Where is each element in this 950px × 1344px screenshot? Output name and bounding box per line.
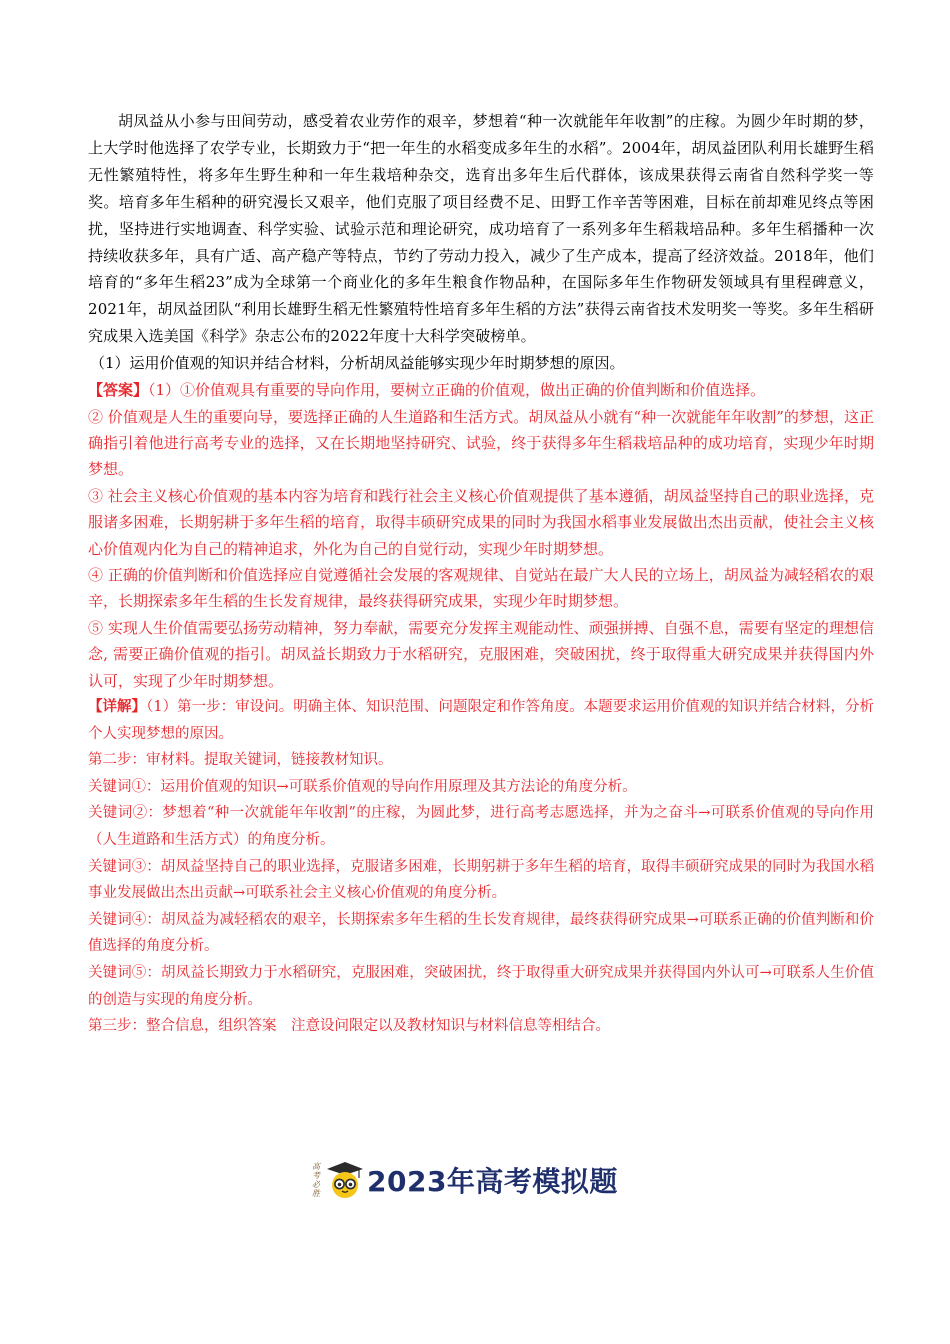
detail-keyword-5: 关键词⑤：胡凤益长期致力于水稻研究，克服困难，突破困扰，终于取得重大研究成果并获得国内外认可→可联系人生价值的创造与实现的角度分析。	[88, 964, 874, 1008]
answer-point-2: ② 价值观是人生的重要向导，要选择正确的人生道路和生活方式。胡凤益从小就有“种一次就能年年收割”的梦想，这正确指引着他进行高考专业的选择，又在长期地坚持研究、试验，终于获得多年生稻栽培品种的成功培育，实现少年时期梦想。	[88, 407, 874, 479]
document-page	[88, 108, 874, 1040]
detail-first-line: 【详解】（1）第一步：审设问。明确主体、知识范围、问题限定和作答角度。本题要求运用价值观的知识并结合材料，分析个人实现梦想的原因。	[88, 698, 874, 742]
detail-tag: 【详解】	[88, 698, 147, 716]
answer-point-5: ⑤ 实现人生价值需要弘扬劳动精神，努力奉献，需要充分发挥主观能动性、顽强拼搏、自强不息，需要有坚定的理想信念, 需要正确价值观的指引。胡凤益长期致力于水稻研究，克服困难，突破困扰，终于取得重大研究成果并获得国内外认可，实现了少年时期梦想。	[88, 618, 874, 690]
question-text: （1）运用价值观的知识并结合材料，分析胡凤益能够实现少年时期梦想的原因。	[90, 354, 625, 373]
logo-title: 2023年高考模拟题	[367, 1165, 618, 1198]
detail-keyword-4: 关键词④：胡凤益为减轻稻农的艰辛，长期探索多年生稻的生长发育规律，最终获得研究成果→可联系正确的价值判断和价值选择的角度分析。	[88, 911, 874, 955]
answer-point-3: ③ 社会主义核心价值观的基本内容为培育和践行社会主义核心价值观提供了基本遵循，胡凤益坚持自己的职业选择，克服诸多困难，长期躬耕于多年生稻的培育，取得丰硕研究成果的同时为我国水稻事业发展做出杰出贡献，使社会主义核心价值观内化为自己的精神追求，外化为自己的自觉行动，实现少年时期梦想。	[88, 486, 874, 558]
owl-graduate-icon	[325, 1160, 365, 1200]
detail-keyword-1: 关键词①：运用价值观的知识→可联系价值观的导向作用原理及其方法论的角度分析。	[88, 778, 637, 795]
material-paragraph: 胡凤益从小参与田间劳动，感受着农业劳作的艰辛，梦想着“种一次就能年年收割”的庄稼。为圆少年时期的梦，上大学时他选择了农学专业，长期致力于“把一年生的水稻变成多年生的水稻”。2004年，胡凤益团队利用长雄野生稻无性繁殖特性，将多年生野生种和一年生栽培种杂交，选育出多年生后代群体，该成果获得云南省自然科学奖一等奖。培育多年生稻种的研究漫长又艰辛，他们克服了项目经费不足、田野工作辛苦等困难，目标在前却难见终点等困扰，坚持进行实地调查、科学实验、试验示范和理论研究，成功培育了一系列多年生稻栽培品种。多年生稻播种一次持续收获多年，具有广适、高产稳产等特点，节约了劳动力投入，减少了生产成本，提高了经济效益。2018年，他们培育的“多年生稻23”成为全球第一个商业化的多年生粮食作物品种，在国际多年生作物研发领域具有里程碑意义，2021年，胡凤益团队“利用长雄野生稻无性繁殖特性培育多年生稻的方法”获得云南省技术发明奖一等奖。多年生稻研究成果入选美国《科学》杂志公布的2022年度十大科学突破榜单。	[88, 112, 874, 346]
detail-step-2: 第二步：审材料。提取关键词，链接教材知识。	[88, 752, 393, 769]
answer-first-line: 【答案】（1）①价值观具有重要的导向作用，要树立正确的价值观，做出正确的价值判断和价值选择。	[88, 381, 766, 400]
detail-keyword-2: 关键词②：梦想着“种一次就能年年收割”的庄稼，为圆此梦，进行高考志愿选择，并为之奋斗→可联系价值观的导向作用（人生道路和生活方式）的角度分析。	[88, 805, 874, 848]
footer-logo	[309, 1158, 649, 1202]
answer-point-4: ④ 正确的价值判断和价值选择应自觉遵循社会发展的客观规律、自觉站在最广大人民的立场上，胡凤益为减轻稻农的艰辛，长期探索多年生稻的生长发育规律，最终获得研究成果，实现少年时期梦想。	[88, 566, 874, 611]
detail-keyword-3: 关键词③：胡凤益坚持自己的职业选择，克服诸多困难，长期躬耕于多年生稻的培育，取得丰硕研究成果的同时为我国水稻事业发展做出杰出贡献→可联系社会主义核心价值观的角度分析。	[88, 858, 874, 902]
logo-small-text: 高考必胜	[312, 1162, 320, 1198]
detail-step-3: 第三步：整合信息，组织答案 注意设问限定以及教材知识与材料信息等相结合。	[88, 1018, 610, 1035]
answer-section	[88, 377, 874, 694]
answer-tag: 【答案】	[88, 381, 149, 400]
detail-section	[88, 694, 874, 1040]
